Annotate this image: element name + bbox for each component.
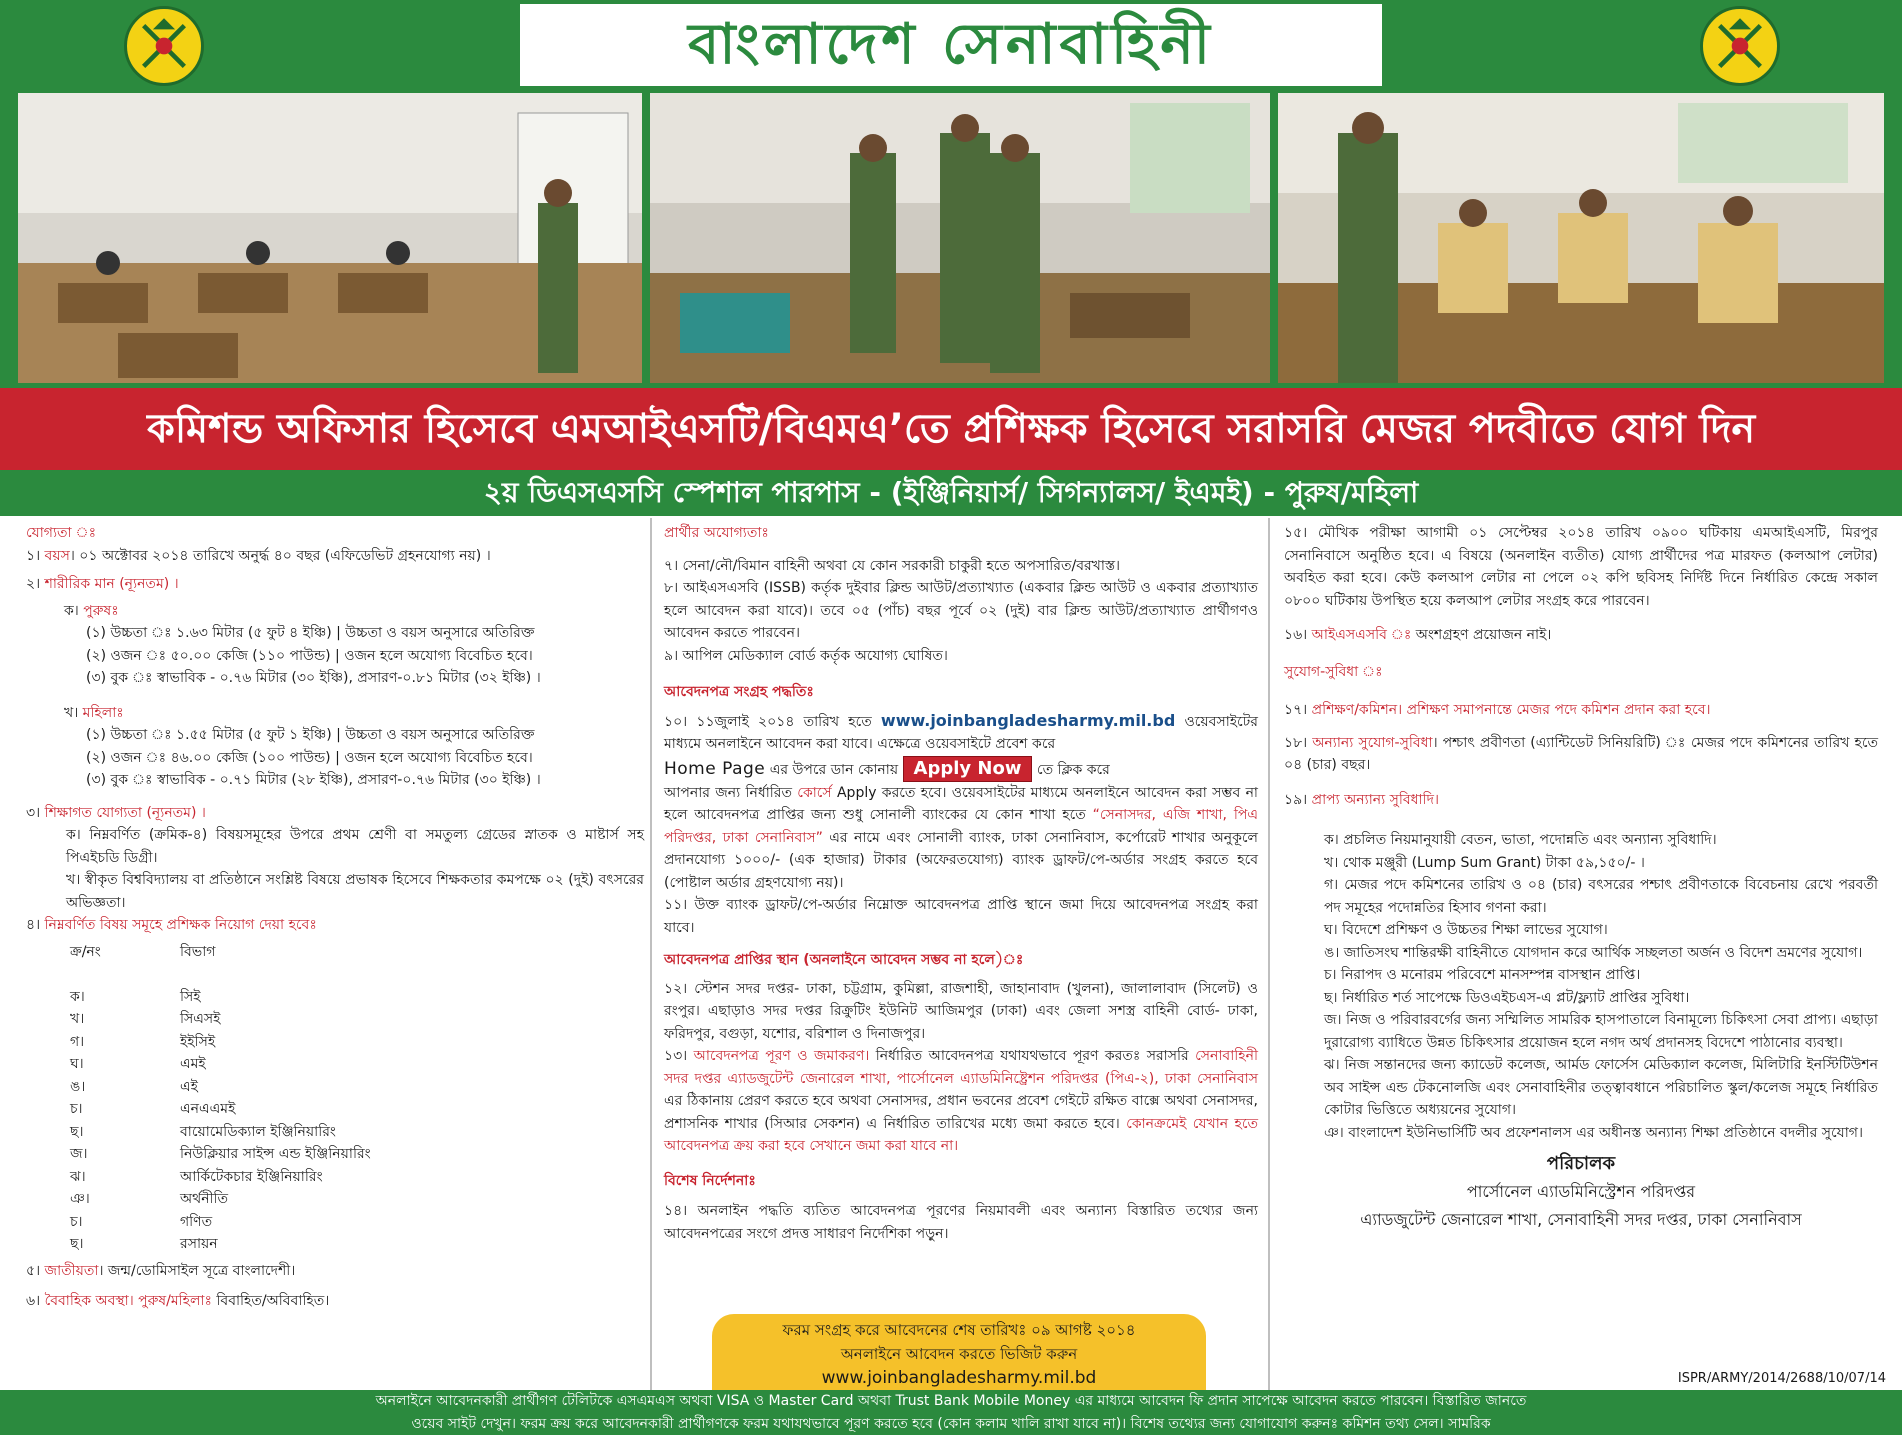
table-row: ঙ। এই xyxy=(70,1078,198,1095)
list-item: ক। প্রচলিত নিয়মানুযায়ী বেতন, ভাতা, পদোন্নতি এবং অন্যান্য সুবিধাদি। xyxy=(1324,832,1717,848)
footer-band xyxy=(0,1390,1902,1435)
page-title: বাংলাদেশ সেনাবাহিনী xyxy=(520,4,1382,86)
signature-line-2: এ্যাডজুটেন্ট জেনারেল শাখা, সেনাবাহিনী সদর দপ্তর, ঢাকা সেনানিবাস xyxy=(1360,1210,1802,1229)
table-row: ছ। রসায়ন xyxy=(70,1236,218,1252)
item-11: ১১। উক্ত ব্যাংক ড্রাফট/পে-অর্ডার নিম্নোক্ত আবেদনপত্র প্রাপ্তি স্থানে জমা দিয়ে আবেদনপত্র সংগ্রহ করা যাবে। xyxy=(664,897,1258,936)
female-weight: (২) ওজন ঃ ৪৬.০০ কেজি (১০০ পাউন্ড) | ওজন হলে অযোগ্য বিবেচিত হবে। xyxy=(86,749,533,766)
exam-hall-photo-1 xyxy=(18,93,642,383)
item-12: ১২। স্টেশন সদর দপ্তর- ঢাকা, চট্টগ্রাম, কুমিল্লা, রাজশাহী, জাহানাবাদ (খুলনা), জালালাবাদ (সিলেট) ও রংপুর। এছাড়াও সদর দপ্তর রিক্রুটিং ইউনিট আজিমপুর (ঢাকা) এবং জেলা সশস্ত্র বাহিনী বোর্ড- ঢাকা, ফরিদপুর, বগুড়া, যশোর, বরিশাল ও দিনাজপুর। xyxy=(664,980,1258,1042)
physical-standard-heading: ২। শারীরিক মান (ন্যূনতম) । xyxy=(26,576,179,592)
table-row: ক। সিই xyxy=(70,988,201,1005)
disqualify-heading: প্রার্থীর অযোগ্যতাঃ xyxy=(664,525,769,541)
deadline-website-link[interactable]: www.joinbangladesharmy.mil.bd xyxy=(821,1368,1097,1388)
table-row: চ। এনএএমই xyxy=(70,1101,236,1117)
list-item: গ। মেজর পদে কমিশনের তারিখ ও ০৪ (চার) বৎসরের পশ্চাৎ প্রবীণতাকে বিবেচনায় রেখে পরবর্তী পদ সমূহের পদোন্নতির হিসাব গণনা করা। xyxy=(1324,877,1878,916)
benefits-column xyxy=(1272,518,1884,1390)
nationality-item: ৫। জাতীয়তা। জন্ম/ডোমিসাইল সূত্রে বাংলাদেশী। xyxy=(26,1262,296,1279)
table-row: জ। নিউক্লিয়ার সাইন্স এন্ড ইঞ্জিনিয়ারিং xyxy=(70,1146,371,1162)
item-14: ১৪। অনলাইন পদ্ধতি ব্যতিত আবেদনপত্র পূরণের নিয়মাবলী এবং অন্যান্য বিস্তারিত তথ্যের জন্য আবেদনপত্রের সংগে প্রদত্ত সাধারণ নির্দেশিকা পড়ুন। xyxy=(664,1203,1258,1242)
item-7: ৭। সেনা/নৌ/বিমান বাহিনী অথবা যে কোন সরকারী চাকুরী হতে অপসারিত/বরখাস্ত। xyxy=(664,557,1121,574)
female-chest: (৩) বুক ঃ স্বাভাবিক - ০.৭১ মিটার (২৮ ইঞ্চি), প্রসারণ-০.৭৬ মিটার (৩০ ইঞ্চি) । xyxy=(86,772,541,788)
list-item: চ। নিরাপদ ও মনোরম পরিবেশে মানসম্পন্ন বাসস্থান প্রাপ্তি। xyxy=(1324,967,1641,983)
footer-line-2: ওয়েব সাইট দেখুন। ফরম ক্রয় করে আবেদনকারী প্রার্থীগণকে ফরম যথাযথভাবে পূরণ করতে হবে (কোন কলাম খালি রাখা যাবে না)। বিশেষ তথ্যের জন্য যোগাযোগ করুনঃ কমিশন তথ্য সেল। সামরিক xyxy=(411,1416,1491,1432)
item-19: ১৯। প্রাপ্য অন্যান্য সুবিধাদি। xyxy=(1284,791,1439,808)
item-13: ১৩। আবেদনপত্র পূরণ ও জমাকরণ। নির্ধারিত আবেদনপত্র যথাযথভাবে পূরণ করতঃ সরাসরি সেনাবাহিনী সদর দপ্তর এ্যাডজুটেন্ট জেনারেল শাখা, পার্সোনেল এ্যাডমিনিষ্ট্রেশন পরিদপ্তর (পিএ-২), ঢাকা সেনানিবাস এর ঠিকানায় প্রেরণ করতে হবে অথবা সেনাসদর, প্রধান ভবনের প্রবেশ গেইটে রক্ষিত বাক্সে অথবা সেনাসদর, প্রশাসনিক শাখার (সিআর সেকশন) এ নির্ধারিত তারিখের মধ্যে জমা করতে হবে। কোনক্রমেই যেখান হতে আবেদনপত্র ক্রয় করা হবে সেখানে জমা করা যাবে না। xyxy=(664,1048,1258,1154)
signature-block xyxy=(1284,1150,1878,1234)
table-header: ক্র/নং বিভাগ xyxy=(70,943,216,960)
headline-banner: কমিশন্ড অফিসার হিসেবে এমআইএসটি/বিএমএ’তে প্রশিক্ষক হিসেবে সরাসরি মেজর পদবীতে যোগ দিন xyxy=(0,388,1902,470)
table-row: গ। ইইসিই xyxy=(70,1033,216,1050)
education-b: খ। স্বীকৃত বিশ্ববিদ্যালয় বা প্রতিষ্ঠানে সংশ্লিষ্ট বিষয়ে প্রভাষক হিসেবে শিক্ষকতার কমপক্ষে ০২ (দুই) বৎসরের অভিজ্ঞতা। xyxy=(66,872,644,911)
list-item: ছ। নির্ধারিত শর্ত সাপেক্ষে ডিওএইচএস-এ প্লট/ফ্ল্যাট প্রাপ্তির সুবিধা। xyxy=(1324,989,1690,1006)
special-heading: বিশেষ নির্দেশনাঃ xyxy=(664,1172,756,1189)
exam-hall-photo-2 xyxy=(650,93,1270,383)
army-emblem-left xyxy=(124,6,204,86)
item-8: ৮। আইএসএসবি (ISSB) কর্তৃক দুইবার ক্লিন্ড আউট/প্রত্যাখ্যাত (একবার ক্লিন্ড আউট ও একবার প্রত্যাখ্যাত হলে আবেদন করা যাবে)। তবে ০৫ (পাঁচ) বছর পূর্বে ০২ (দুই) বার ক্লিন্ড আউট/প্রত্যাখ্যাত প্রার্থীগণও আবেদন করতে পারবেন। xyxy=(664,580,1258,641)
eligibility-heading: যোগ্যতা ঃ xyxy=(26,525,97,541)
deadline-text: ফরম সংগ্রহ করে আবেদনের শেষ তারিখঃ ০৯ আগষ্ট ২০১৪ xyxy=(782,1321,1136,1339)
list-item: জ। নিজ ও পরিবারবর্গের জন্য সম্মিলিত সামরিক হাসপাতালে বিনামূল্যে চিকিৎসা সেবা প্রাপ্য। এছাড়া দুরারোগ্য ব্যাধিতে উন্নত চিকিৎসার প্রয়োজন হলে নগদ অর্থ প্রদানসহ বিদেশে পাঠানোর ব্যবস্থা। xyxy=(1324,1012,1878,1051)
item-16: ১৬। আইএসএসবি ঃ অংশগ্রহণ প্রয়োজন নাই। xyxy=(1284,627,1552,643)
list-item: ঙ। জাতিসংঘ শান্তিরক্ষী বাহিনীতে যোগদান করে আর্থিক সচ্ছলতা অর্জন ও বিদেশ ভ্রমণের সুযোগ। xyxy=(1324,944,1863,961)
benefits-heading: সুযোগ-সুবিধা ঃ xyxy=(1284,663,1383,680)
table-row: চ। গণিত xyxy=(70,1213,213,1230)
crossed-swords-icon xyxy=(1703,9,1777,83)
male-height: (১) উচ্চতা ঃ ১.৬৩ মিটার (৫ ফুট ৪ ইঞ্চি) | উচ্চতা ও বয়স অনুসারে অতিরিক্ত xyxy=(86,625,535,641)
application-column xyxy=(650,518,1270,1390)
female-height: (১) উচ্চতা ঃ ১.৫৫ মিটার (৫ ফুট ১ ইঞ্চি) | উচ্চতা ও বয়স অনুসারে অতিরিক্ত xyxy=(86,727,535,743)
education-a: ক। নিম্নবর্ণিত (ক্রমিক-৪) বিষয়সমূহের উপরে প্রথম শ্রেণী বা সমতুল্য গ্রেডের স্নাতক ও মাষ্টার্স সহ পিএইচডি ডিগ্রী। xyxy=(66,827,644,866)
list-item: ঘ। বিদেশে প্রশিক্ষণ ও উচ্চতর শিক্ষা লাভের সুযোগ। xyxy=(1324,922,1608,938)
table-row: ঝ। আর্কিটেকচার ইঞ্জিনিয়ারিং xyxy=(70,1168,323,1185)
visit-text: অনলাইনে আবেদন করতে ভিজিট করুন xyxy=(840,1345,1078,1363)
table-row: ছ। বায়োমেডিক্যাল ইঞ্জিনিয়ারিং xyxy=(70,1123,336,1140)
eligibility-column xyxy=(18,518,650,1390)
age-item: ১। বয়স। ০১ অক্টোবর ২০১৪ তারিখে অনুর্দ্ধ ৪০ বছর (এফিডেভিট গ্রহনযোগ্য নয়) । xyxy=(26,547,491,564)
male-heading: ক। পুরুষঃ xyxy=(64,602,119,619)
education-heading: ৩। শিক্ষাগত যোগ্যতা (ন্যূনতম) । xyxy=(26,804,206,821)
item-9: ৯। আপিল মেডিক্যাল বোর্ড কর্তৃক অযোগ্য ঘোষিত। xyxy=(664,647,948,664)
crossed-swords-icon xyxy=(127,9,201,83)
list-item: খ। থোক মঞ্জুরী (Lump Sum Grant) টাকা ৫৯,১৫০/- । xyxy=(1324,854,1645,871)
reference-code: ISPR/ARMY/2014/2688/10/07/14 xyxy=(1677,1371,1886,1386)
footer-line-1: অনলাইনে আবেদনকারী প্রার্থীগণ টেলিটকে এসএমএস অথবা VISA ও Master Card অথবা Trust Bank Mobile Money এর মাধ্যমে আবেদন ফি প্রদান সাপেক্ষে আবেদন করতে পারবেন। বিস্তারিত জানতে xyxy=(375,1393,1527,1409)
male-chest: (৩) বুক ঃ স্বাভাবিক - ০.৭৬ মিটার (৩০ ইঞ্চি), প্রসারণ-০.৮১ মিটার (৩২ ইঞ্চি) । xyxy=(86,670,541,686)
list-item: ঞ। বাংলাদেশ ইউনিভার্সিটি অব প্রফেশনালস এর অধীনস্ত অন্যান্য শিক্ষা প্রতিষ্ঠানে বদলীর সুযোগ। xyxy=(1324,1124,1863,1141)
table-row: ঞ। অর্থনীতি xyxy=(70,1191,229,1207)
item-15: ১৫। মৌখিক পরীক্ষা আগামী ০১ সেপ্টেম্বর ২০১৪ তারিখ ০৯০০ ঘটিকায় এমআইএসটি, মিরপুর সেনানিবাসে অনুষ্ঠিত হবে। এ বিষয়ে (অনলাইন ব্যতীত) যোগ্য প্রার্থীদের পত্র মারফত (কলআপ লেটার) অবহিত করা হবে। কেউ কলআপ লেটার না পেলে ০২ কপি ছবিসহ নির্দিষ্ট দিনে নির্ধারিত কেন্দ্রে সকাল ০৮০০ ঘটিকায় উপস্থিত হয়ে কলআপ লেটার সংগ্রহ করে পারবেন। xyxy=(1284,525,1878,609)
marital-status-item: ৬। বৈবাহিক অবস্থা। পুরুষ/মহিলাঃ বিবাহিত/অবিবাহিত। xyxy=(26,1293,330,1309)
place-heading: আবেদনপত্র প্রাপ্তির স্থান (অনলাইনে আবেদন সম্ভব না হলে)ঃ xyxy=(664,952,1024,968)
exam-hall-photo-3 xyxy=(1278,93,1884,383)
deadline-box xyxy=(712,1314,1206,1394)
signature-title: পরিচালক xyxy=(1546,1153,1616,1174)
perks-list xyxy=(1284,829,1878,1144)
male-weight: (২) ওজন ঃ ৫০.০০ কেজি (১১০ পাউন্ড) | ওজন হলে অযোগ্য বিবেচিত হবে। xyxy=(86,647,533,664)
item-17: ১৭। প্রশিক্ষণ/কমিশন। প্রশিক্ষণ সমাপনান্তে মেজর পদে কমিশন প্রদান করা হবে। xyxy=(1284,702,1711,718)
collect-heading: আবেদনপত্র সংগ্রহ পদ্ধতিঃ xyxy=(664,684,814,700)
table-row: ঘ। এমই xyxy=(70,1056,206,1072)
subjects-table xyxy=(70,941,371,1256)
subjects-heading: ৪। নিম্নবর্ণিত বিষয় সমূহে প্রশিক্ষক নিয়োগ দেয়া হবেঃ xyxy=(26,917,317,933)
apply-now-button[interactable]: Apply Now xyxy=(903,756,1033,782)
item-10: ১০। ১১জুলাই ২০১৪ তারিখ হতে www.joinbangladesharmy.mil.bd ওয়েবসাইটের মাধ্যমে অনলাইনে আবেদন করা যাবে। এক্ষেত্রে ওয়েবসাইটে প্রবেশ করে Home Page এর উপরে ডান কোনায় Apply Now তে ক্লিক করে আপনার জন্য নির্ধারিত কোর্সে Apply করতে হবে। ওয়েবসাইটের মাধ্যমে অনলাইনে আবেদন করা সম্ভব না হলে আবেদনপত্র প্রাপ্তির জন্য শুধু সোনালী ব্যাংকের যে কোন শাখা হতে “সেনাসদর, এজি শাখা, পিএ পরিদপ্তর, ঢাকা সেনানিবাস” এর নামে এবং সোনালী ব্যাংক, ঢাকা সেনানিবাস, কর্পোরেট শাখার অনুকূলে প্রদানযোগ্য ১০০০/- (এক হাজার) টাকার (অফেরতযোগ্য) ব্যাংক ড্রাফট/পে-অর্ডার সংগ্রহ করতে হবে (পোষ্টাল অর্ডার গ্রহণযোগ্য নয়)। xyxy=(664,710,1259,891)
list-item: ঝ। নিজ সন্তানদের জন্য ক্যাডেট কলেজ, আর্মড ফোর্সেস মেডিক্যাল কলেজ, মিলিটারি ইনস্টিটিউশন অব সাইন্স এন্ড টেকনোলজি এবং সেনাবাহিনীর তত্ত্বাবধানে পরিচালিত স্কুল/কলেজ সমূহে নির্ধারিত কোটার ভিত্তিতে অধ্যয়নের সুযোগ। xyxy=(1324,1057,1878,1118)
army-emblem-right xyxy=(1700,6,1780,86)
female-heading: খ। মহিলাঃ xyxy=(64,704,124,721)
website-link[interactable]: www.joinbangladesharmy.mil.bd xyxy=(880,710,1176,730)
item-18: ১৮। অন্যান্য সুযোগ-সুবিধা। পশ্চাৎ প্রবীণতা (এ্যান্টিডেট সিনিয়রিটি) ঃ মেজর পদে কমিশনের তারিখ হতে ০৪ (চার) বছর। xyxy=(1284,734,1879,773)
table-row: খ। সিএসই xyxy=(70,1011,221,1027)
signature-line-1: পার্সোনেল এ্যাডমিনিস্ট্রেশন পরিদপ্তর xyxy=(1466,1182,1696,1201)
subheadline-banner: ২য় ডিএসএসসি স্পেশাল পারপাস - (ইঞ্জিনিয়ার্স/ সিগন্যালস/ ইএমই) - পুরুষ/মহিলা xyxy=(0,470,1902,516)
